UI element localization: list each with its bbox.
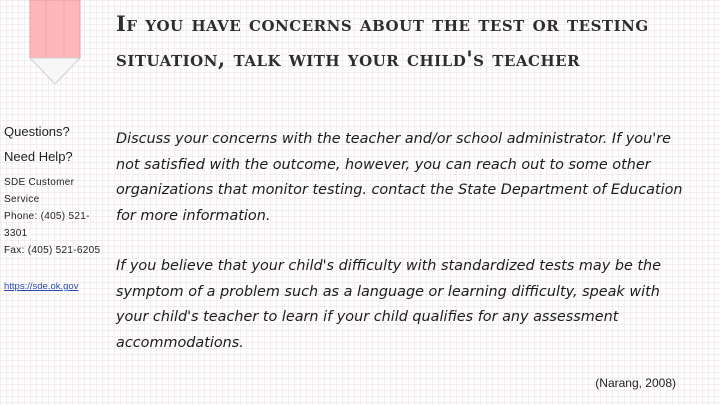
paragraph-concerns: Discuss your concerns with the teacher and/or school administrator. If you're not satisfied with the outcome, however, you can reach out to some other organizations that monitor testing. contact the State Department of Education for more information.: [116, 131, 683, 224]
need-help-label: Need Help?: [4, 149, 73, 164]
page-title: If you have concerns about the test or testing situation, talk with your child's teacher: [116, 11, 649, 71]
sde-website-link[interactable]: https://sde.ok.gov: [4, 281, 79, 292]
paragraph-difficulty: If you believe that your child's difficulty with standardized tests may be the symptom of a problem such as a language or learning difficulty, speak with your child's teacher to learn if your child qualifies for any assessment accommodations.: [116, 258, 662, 351]
contact-sidebar: [4, 120, 108, 292]
phone-number: Phone: (405) 521-3301: [4, 211, 90, 239]
citation: (Narang, 2008): [595, 376, 676, 390]
pencil-icon: [26, 0, 84, 84]
questions-label: Questions?: [4, 124, 70, 139]
org-name: SDE Customer Service: [4, 177, 75, 205]
fax-number: Fax: (405) 521-6205: [4, 245, 101, 256]
